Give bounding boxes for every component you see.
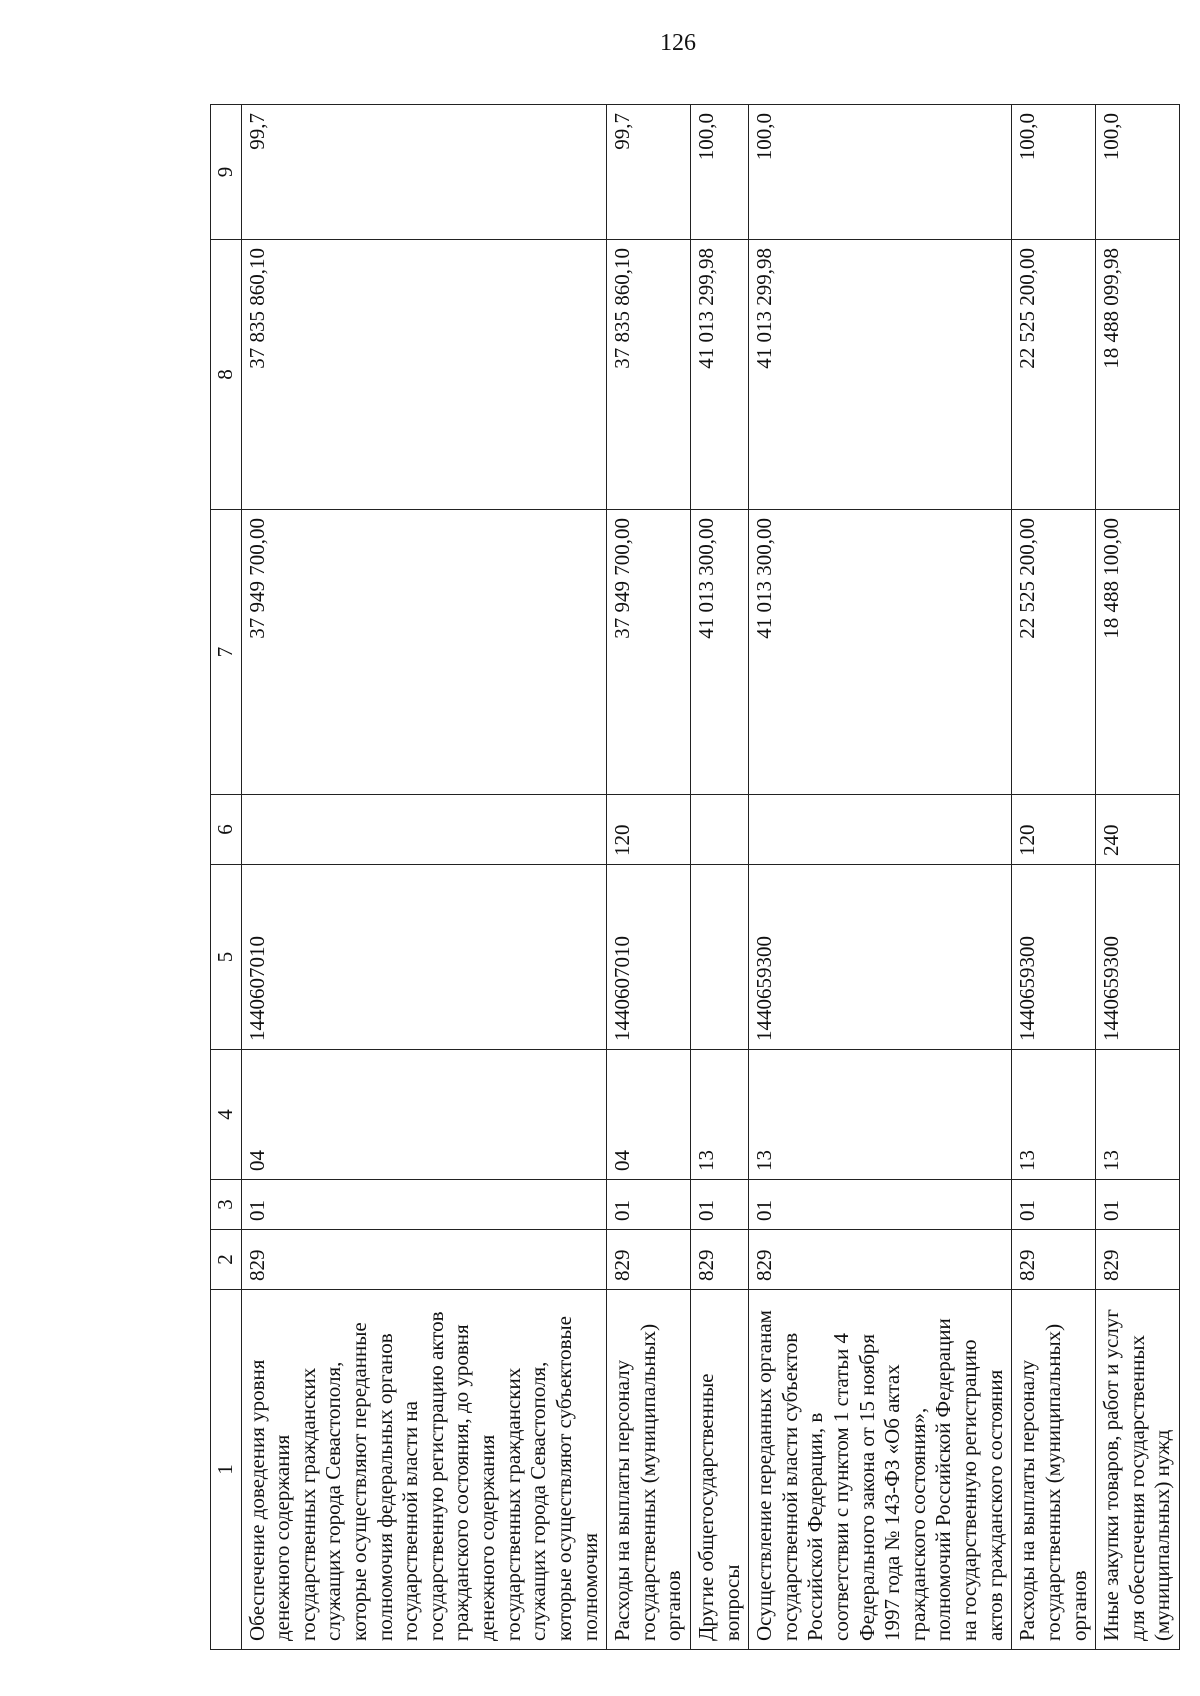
cell-subsection: 13: [749, 1050, 1012, 1180]
cell-target-article: 1440659300: [1096, 865, 1180, 1050]
cell-target-article: 1440607010: [241, 865, 607, 1050]
cell-expense-type: 240: [1096, 795, 1180, 865]
cell-section: 01: [690, 1180, 748, 1230]
cell-section: 01: [241, 1180, 607, 1230]
row-description: Обеспечение доведения уровня денежного содержания государственных гражданских служащих города Севастополя, которые осуществляют переданные полномочия федеральных органов государственной власти на государственную регистрацию актов гражданского состояния, до уровня денежного содержания государственных гражданских служащих города Севастополя, которые осуществляют субъектовые полномочия: [241, 1290, 607, 1650]
table-row: [1096, 105, 1180, 1650]
cell-section: 01: [607, 1180, 691, 1230]
cell-target-article: 1440659300: [1012, 865, 1096, 1050]
cell-execution-percent: 99,7: [607, 105, 691, 240]
cell-executed-amount: 22 525 200,00: [1012, 240, 1096, 510]
cell-executed-amount: 41 013 299,98: [690, 240, 748, 510]
row-description: Иные закупки товаров, работ и услуг для обеспечения государственных (муниципальных) нужд: [1096, 1290, 1180, 1650]
cell-expense-type: [241, 795, 607, 865]
cell-execution-percent: 100,0: [1012, 105, 1096, 240]
column-header: 7: [211, 510, 242, 795]
cell-section: 01: [1096, 1180, 1180, 1230]
table-row: [690, 105, 748, 1650]
cell-section: 01: [1012, 1180, 1096, 1230]
cell-executed-amount: 18 488 099,98: [1096, 240, 1180, 510]
cell-planned-amount: 37 949 700,00: [241, 510, 607, 795]
cell-executed-amount: 37 835 860,10: [607, 240, 691, 510]
cell-section: 01: [749, 1180, 1012, 1230]
rotated-table-frame: [210, 105, 1175, 1650]
cell-execution-percent: 99,7: [241, 105, 607, 240]
column-header: 6: [211, 795, 242, 865]
row-description: Осуществление переданных органам государственной власти субъектов Российской Федерации, в соответствии с пунктом 1 статьи 4 Федерального закона от 15 ноября 1997 года № 143-ФЗ «Об актах гражданского состояния», полномочий Российской Федерации на государственную регистрацию актов гражданского состояния: [749, 1290, 1012, 1650]
column-header: 9: [211, 105, 242, 240]
row-description: Расходы на выплаты персоналу государственных (муниципальных) органов: [607, 1290, 691, 1650]
table-row: [241, 105, 607, 1650]
cell-planned-amount: 22 525 200,00: [1012, 510, 1096, 795]
cell-target-article: [690, 865, 748, 1050]
table-header-row: [211, 105, 242, 1650]
row-description: Расходы на выплаты персоналу государственных (муниципальных) органов: [1012, 1290, 1096, 1650]
budget-execution-table: [210, 104, 1180, 1650]
cell-executed-amount: 41 013 299,98: [749, 240, 1012, 510]
cell-execution-percent: 100,0: [690, 105, 748, 240]
cell-subsection: 04: [607, 1050, 691, 1180]
cell-planned-amount: 18 488 100,00: [1096, 510, 1180, 795]
cell-target-article: 1440659300: [749, 865, 1012, 1050]
cell-execution-percent: 100,0: [749, 105, 1012, 240]
column-header: 1: [211, 1290, 242, 1650]
row-description: Другие общегосударственные вопросы: [690, 1290, 748, 1650]
column-header: 2: [211, 1230, 242, 1290]
column-header: 3: [211, 1180, 242, 1230]
column-header: 8: [211, 240, 242, 510]
cell-planned-amount: 37 949 700,00: [607, 510, 691, 795]
table-container: [210, 105, 1175, 1650]
cell-executed-amount: 37 835 860,10: [241, 240, 607, 510]
cell-expense-type: 120: [607, 795, 691, 865]
cell-planned-amount: 41 013 300,00: [690, 510, 748, 795]
page-number: 126: [660, 30, 696, 56]
cell-ministry-code: 829: [241, 1230, 607, 1290]
cell-ministry-code: 829: [749, 1230, 1012, 1290]
cell-target-article: 1440607010: [607, 865, 691, 1050]
cell-planned-amount: 41 013 300,00: [749, 510, 1012, 795]
table-row: [607, 105, 691, 1650]
table-row: [749, 105, 1012, 1650]
cell-ministry-code: 829: [607, 1230, 691, 1290]
cell-subsection: 13: [690, 1050, 748, 1180]
cell-ministry-code: 829: [1096, 1230, 1180, 1290]
cell-expense-type: [749, 795, 1012, 865]
cell-ministry-code: 829: [690, 1230, 748, 1290]
column-header: 4: [211, 1050, 242, 1180]
cell-execution-percent: 100,0: [1096, 105, 1180, 240]
column-header: 5: [211, 865, 242, 1050]
table-row: [1012, 105, 1096, 1650]
cell-subsection: 04: [241, 1050, 607, 1180]
cell-subsection: 13: [1096, 1050, 1180, 1180]
cell-expense-type: [690, 795, 748, 865]
cell-ministry-code: 829: [1012, 1230, 1096, 1290]
cell-expense-type: 120: [1012, 795, 1096, 865]
cell-subsection: 13: [1012, 1050, 1096, 1180]
